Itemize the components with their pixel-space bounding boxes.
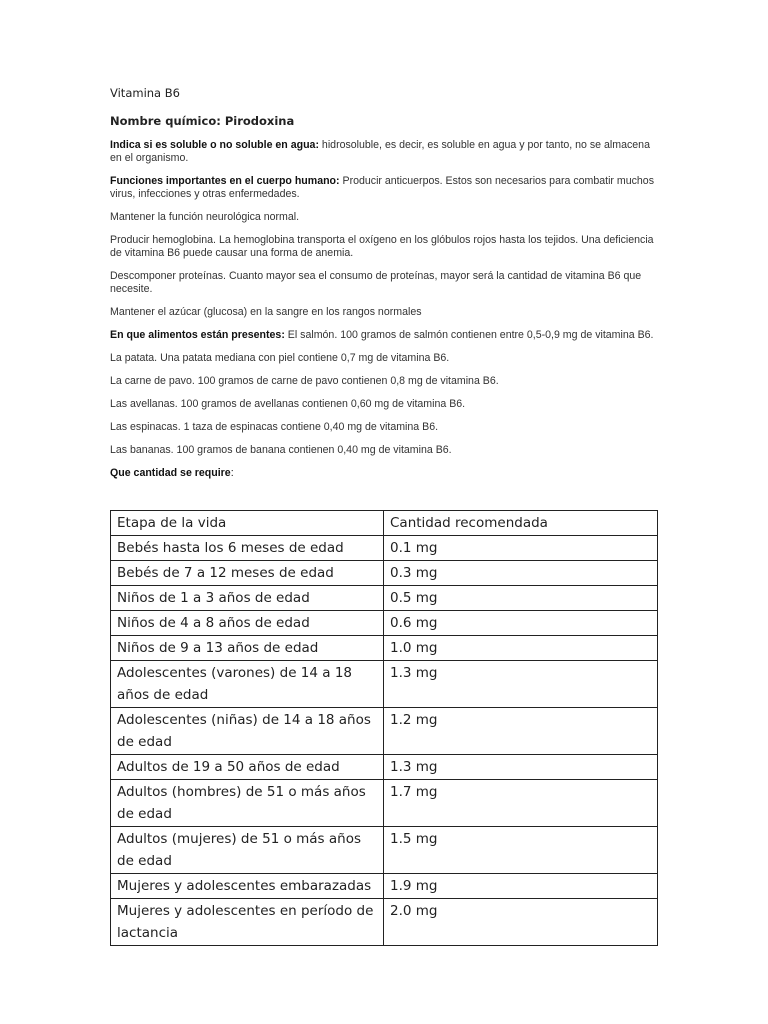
paragraph — [110, 139, 660, 165]
paragraph — [110, 234, 660, 260]
table-body — [111, 536, 658, 946]
table-row — [111, 636, 658, 661]
table-row — [111, 536, 658, 561]
table-row — [111, 561, 658, 586]
paragraph-text: Producir hemoglobina. La hemoglobina transporta el oxígeno en los glóbulos rojos hasta los tejidos. Una deficiencia de vitamina B6 puede causar una forma de anemia. — [110, 234, 654, 259]
paragraph-text: Producir anticuerpos. Estos son necesarios para combatir muchos virus, infecciones y otras enfermedades. — [110, 175, 654, 200]
paragraph — [110, 175, 660, 201]
paragraph — [110, 421, 660, 434]
cell-life-stage: Niños de 9 a 13 años de edad — [111, 636, 384, 661]
table-row — [111, 586, 658, 611]
table-row — [111, 874, 658, 899]
cell-life-stage: Bebés hasta los 6 meses de edad — [111, 536, 384, 561]
cell-life-stage: Adolescentes (varones) de 14 a 18 años de edad — [111, 661, 384, 708]
cell-amount: 0.6 mg — [384, 611, 658, 636]
paragraph-lead: En que alimentos están presentes: — [110, 329, 285, 341]
cell-amount: 1.9 mg — [384, 874, 658, 899]
requirement-heading-text: Que cantidad se require — [110, 467, 231, 479]
table-row — [111, 827, 658, 874]
cell-amount: 1.3 mg — [384, 755, 658, 780]
paragraph-text: Descomponer proteínas. Cuanto mayor sea el consumo de proteínas, mayor será la cantidad de vitamina B6 que necesite. — [110, 270, 642, 295]
cell-amount: 0.3 mg — [384, 561, 658, 586]
table-row — [111, 611, 658, 636]
paragraph-text: hidrosoluble, es decir, es soluble en agua y por tanto, no se almacena en el organismo. — [110, 139, 650, 164]
paragraph — [110, 329, 660, 342]
paragraph-text: Las bananas. 100 gramos de banana contienen 0,40 mg de vitamina B6. — [110, 444, 452, 456]
header-life-stage: Etapa de la vida — [111, 511, 384, 536]
requirement-heading-colon: : — [230, 467, 234, 479]
cell-life-stage: Adolescentes (niñas) de 14 a 18 años de edad — [111, 708, 384, 755]
paragraph — [110, 306, 660, 319]
cell-life-stage: Adultos (hombres) de 51 o más años de edad — [111, 780, 384, 827]
paragraph — [110, 398, 660, 411]
cell-life-stage: Niños de 4 a 8 años de edad — [111, 611, 384, 636]
cell-amount: 1.3 mg — [384, 661, 658, 708]
paragraph-text: Mantener el azúcar (glucosa) en la sangre en los rangos normales — [110, 306, 422, 318]
table-row — [111, 780, 658, 827]
cell-amount: 0.1 mg — [384, 536, 658, 561]
document-body — [110, 86, 660, 491]
dosage-table — [110, 510, 658, 946]
cell-life-stage: Mujeres y adolescentes embarazadas — [111, 874, 384, 899]
paragraph-lead: Funciones importantes en el cuerpo humano: — [110, 175, 340, 187]
cell-amount: 0.5 mg — [384, 586, 658, 611]
cell-life-stage: Adultos (mujeres) de 51 o más años de edad — [111, 827, 384, 874]
paragraph — [110, 352, 660, 365]
table-header-row — [111, 511, 658, 536]
paragraph-text: Mantener la función neurológica normal. — [110, 211, 300, 223]
paragraph — [110, 444, 660, 457]
paragraph — [110, 270, 660, 296]
paragraph-text: Las avellanas. 100 gramos de avellanas contienen 0,60 mg de vitamina B6. — [110, 398, 466, 410]
cell-amount: 1.2 mg — [384, 708, 658, 755]
paragraph-text: El salmón. 100 gramos de salmón contienen entre 0,5-0,9 mg de vitamina B6. — [284, 329, 654, 341]
cell-amount: 1.7 mg — [384, 780, 658, 827]
table-row — [111, 661, 658, 708]
table-row — [111, 899, 658, 946]
paragraph-text: Las espinacas. 1 taza de espinacas contiene 0,40 mg de vitamina B6. — [110, 421, 439, 433]
cell-amount: 2.0 mg — [384, 899, 658, 946]
cell-life-stage: Niños de 1 a 3 años de edad — [111, 586, 384, 611]
cell-life-stage: Bebés de 7 a 12 meses de edad — [111, 561, 384, 586]
paragraph-list — [110, 139, 660, 457]
cell-life-stage: Adultos de 19 a 50 años de edad — [111, 755, 384, 780]
paragraph — [110, 211, 660, 224]
document-title: Vitamina B6 — [110, 86, 180, 100]
paragraph-text: La patata. Una patata mediana con piel contiene 0,7 mg de vitamina B6. — [110, 352, 450, 364]
header-recommended-amount: Cantidad recomendada — [384, 511, 658, 536]
requirement-heading — [110, 467, 660, 479]
table-row — [111, 755, 658, 780]
chemical-name: Nombre químico: Pirodoxina — [110, 114, 295, 128]
cell-life-stage: Mujeres y adolescentes en período de lactancia — [111, 899, 384, 946]
paragraph-text: La carne de pavo. 100 gramos de carne de pavo contienen 0,8 mg de vitamina B6. — [110, 375, 499, 387]
cell-amount: 1.5 mg — [384, 827, 658, 874]
table-row — [111, 708, 658, 755]
paragraph-lead: Indica si es soluble o no soluble en agua: — [110, 139, 319, 151]
cell-amount: 1.0 mg — [384, 636, 658, 661]
paragraph — [110, 375, 660, 388]
